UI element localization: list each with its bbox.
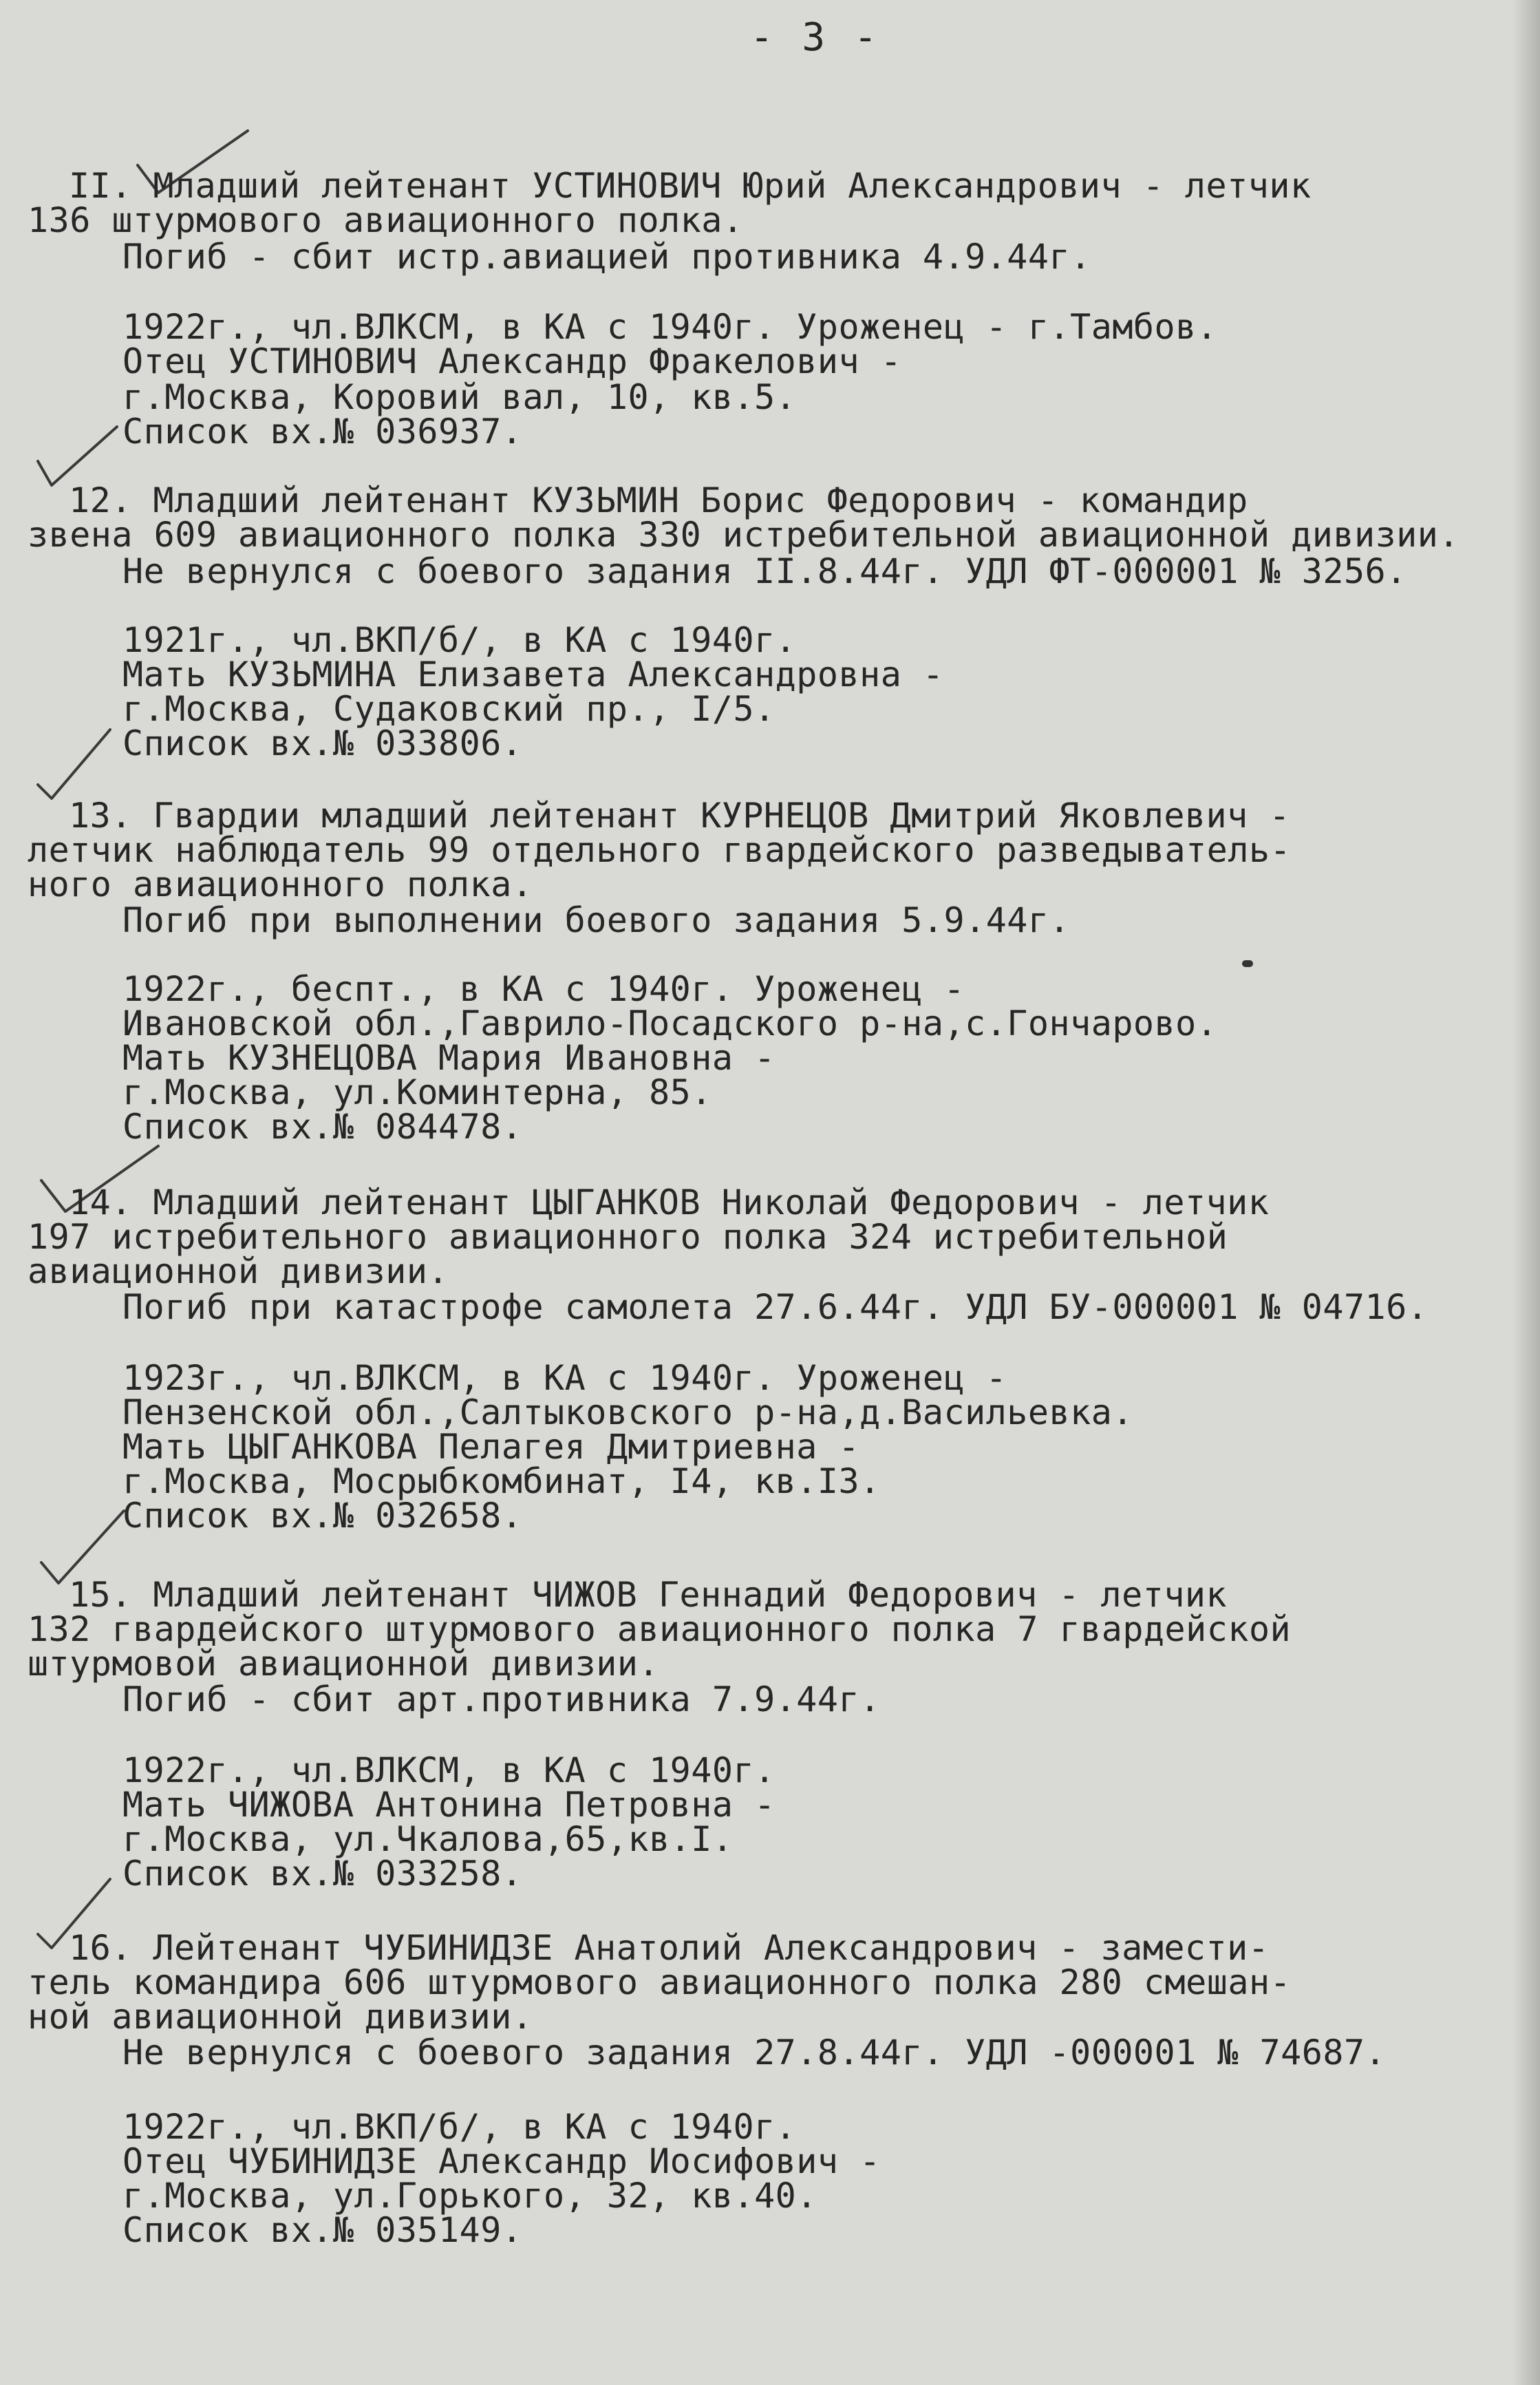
entry-11-line-1: II. Младший лейтенант УСТИНОВИЧ Юрий Александрович - летчик: [69, 166, 1312, 206]
entry-15-info-4: Список вх.№ 033258.: [122, 1854, 523, 1894]
entry-11-info-4: Список вх.№ 036937.: [122, 412, 523, 452]
entry-12-info-3: г.Москва, Судаковский пр., I/5.: [122, 689, 776, 729]
entry-13-info-5: Список вх.№ 084478.: [122, 1107, 523, 1147]
entry-16-line-1: 16. Лейтенант ЧУБИНИДЗЕ Анатолий Александрович - замести-: [69, 1928, 1270, 1968]
entry-13-info-1: 1922г., беспт., в КА с 1940г. Уроженец -: [122, 969, 965, 1009]
entry-16-line-2: тель командира 606 штурмового авиационного полка 280 смешан-: [28, 1962, 1292, 2002]
entry-12-info-1: 1921г., чл.ВКП/б/, в КА с 1940г.: [122, 620, 797, 660]
entry-15-line-1: 15. Младший лейтенант ЧИЖОВ Геннадий Федорович - летчик: [69, 1575, 1228, 1615]
entry-11-line-2: 136 штурмового авиационного полка.: [28, 200, 744, 240]
entry-11-info-3: г.Москва, Коровий вал, 10, кв.5.: [122, 377, 797, 417]
entry-16-info-1: 1922г., чл.ВКП/б/, в КА с 1940г.: [122, 2107, 797, 2147]
entry-14-info-4: г.Москва, Мосрыбкомбинат, I4, кв.I3.: [122, 1461, 881, 1501]
entry-14-line-1: 14. Младший лейтенант ЦЫГАНКОВ Николай Федорович - летчик: [69, 1183, 1270, 1222]
page-number: - 3 -: [750, 15, 880, 60]
entry-15-death: Погиб - сбит арт.противника 7.9.44г.: [122, 1679, 881, 1719]
ink-smudge: [1242, 960, 1253, 967]
entry-16-line-3: ной авиационной дивизии.: [28, 1997, 533, 2037]
entry-14-info-2: Пензенской обл.,Салтыковского р-на,д.Васильевка.: [122, 1392, 1133, 1432]
entry-14-line-3: авиационной дивизии.: [28, 1251, 449, 1291]
entry-14-info-1: 1923г., чл.ВЛКСМ, в КА с 1940г. Уроженец -: [122, 1358, 1007, 1398]
entry-14-info-5: Список вх.№ 032658.: [122, 1496, 523, 1536]
entry-15-info-2: Мать ЧИЖОВА Антонина Петровна -: [122, 1785, 776, 1825]
entry-14-death: Погиб при катастрофе самолета 27.6.44г. УДЛ БУ-000001 № 04716.: [122, 1287, 1429, 1327]
entry-14-info-3: Мать ЦЫГАНКОВА Пелагея Дмитриевна -: [122, 1427, 860, 1467]
entry-16-info-4: Список вх.№ 035149.: [122, 2210, 523, 2250]
entry-11-death: Погиб - сбит истр.авиацией противника 4.9.44г.: [122, 237, 1091, 277]
entry-11-info-1: 1922г., чл.ВЛКСМ, в КА с 1940г. Уроженец - г.Тамбов.: [122, 307, 1218, 347]
entry-16-death: Не вернулся с боевого задания 27.8.44г. УДЛ -000001 № 74687.: [122, 2033, 1387, 2073]
entry-15-line-3: штурмовой авиационной дивизии.: [28, 1644, 660, 1684]
checkmark-icon: [28, 723, 165, 805]
entry-13-info-3: Мать КУЗНЕЦОВА Мария Ивановна -: [122, 1038, 776, 1078]
entry-13-info-4: г.Москва, ул.Коминтерна, 85.: [122, 1072, 712, 1112]
entry-12-info-4: Список вх.№ 033806.: [122, 723, 523, 763]
entry-12-line-2: звена 609 авиационного полка 330 истребительной авиационной дивизии.: [28, 515, 1459, 555]
entry-16-info-3: г.Москва, ул.Горького, 32, кв.40.: [122, 2176, 817, 2216]
entry-15-info-1: 1922г., чл.ВЛКСМ, в КА с 1940г.: [122, 1750, 776, 1790]
entry-13-line-1: 13. Гвардии младший лейтенант КУРНЕЦОВ Дмитрий Яковлевич -: [69, 796, 1290, 836]
entry-14-line-2: 197 истребительного авиационного полка 324 истребительной: [28, 1217, 1228, 1257]
entry-13-line-3: ного авиационного полка.: [28, 865, 533, 904]
entry-12-death: Не вернулся с боевого задания II.8.44г. УДЛ ФТ-000001 № 3256.: [122, 551, 1407, 591]
entry-12-line-1: 12. Младший лейтенант КУЗЬМИН Борис Федорович - командир: [69, 480, 1248, 520]
entry-15-line-2: 132 гвардейского штурмового авиационного полка 7 гвардейской: [28, 1609, 1292, 1649]
entry-12-info-2: Мать КУЗЬМИНА Елизавета Александровна -: [122, 655, 944, 695]
entry-13-death: Погиб при выполнении боевого задания 5.9.44г.: [122, 900, 1071, 940]
entry-13-line-2: летчик наблюдатель 99 отдельного гвардейского разведыватель-: [28, 830, 1292, 870]
entry-15-info-3: г.Москва, ул.Чкалова,65,кв.I.: [122, 1819, 734, 1859]
entry-16-info-2: Отец ЧУБИНИДЗЕ Александр Иосифович -: [122, 2141, 881, 2181]
entry-13-info-2: Ивановской обл.,Гаврило-Посадского р-на,с.Гончарово.: [122, 1004, 1218, 1043]
entry-11-info-2: Отец УСТИНОВИЧ Александр Фракелович -: [122, 341, 902, 381]
